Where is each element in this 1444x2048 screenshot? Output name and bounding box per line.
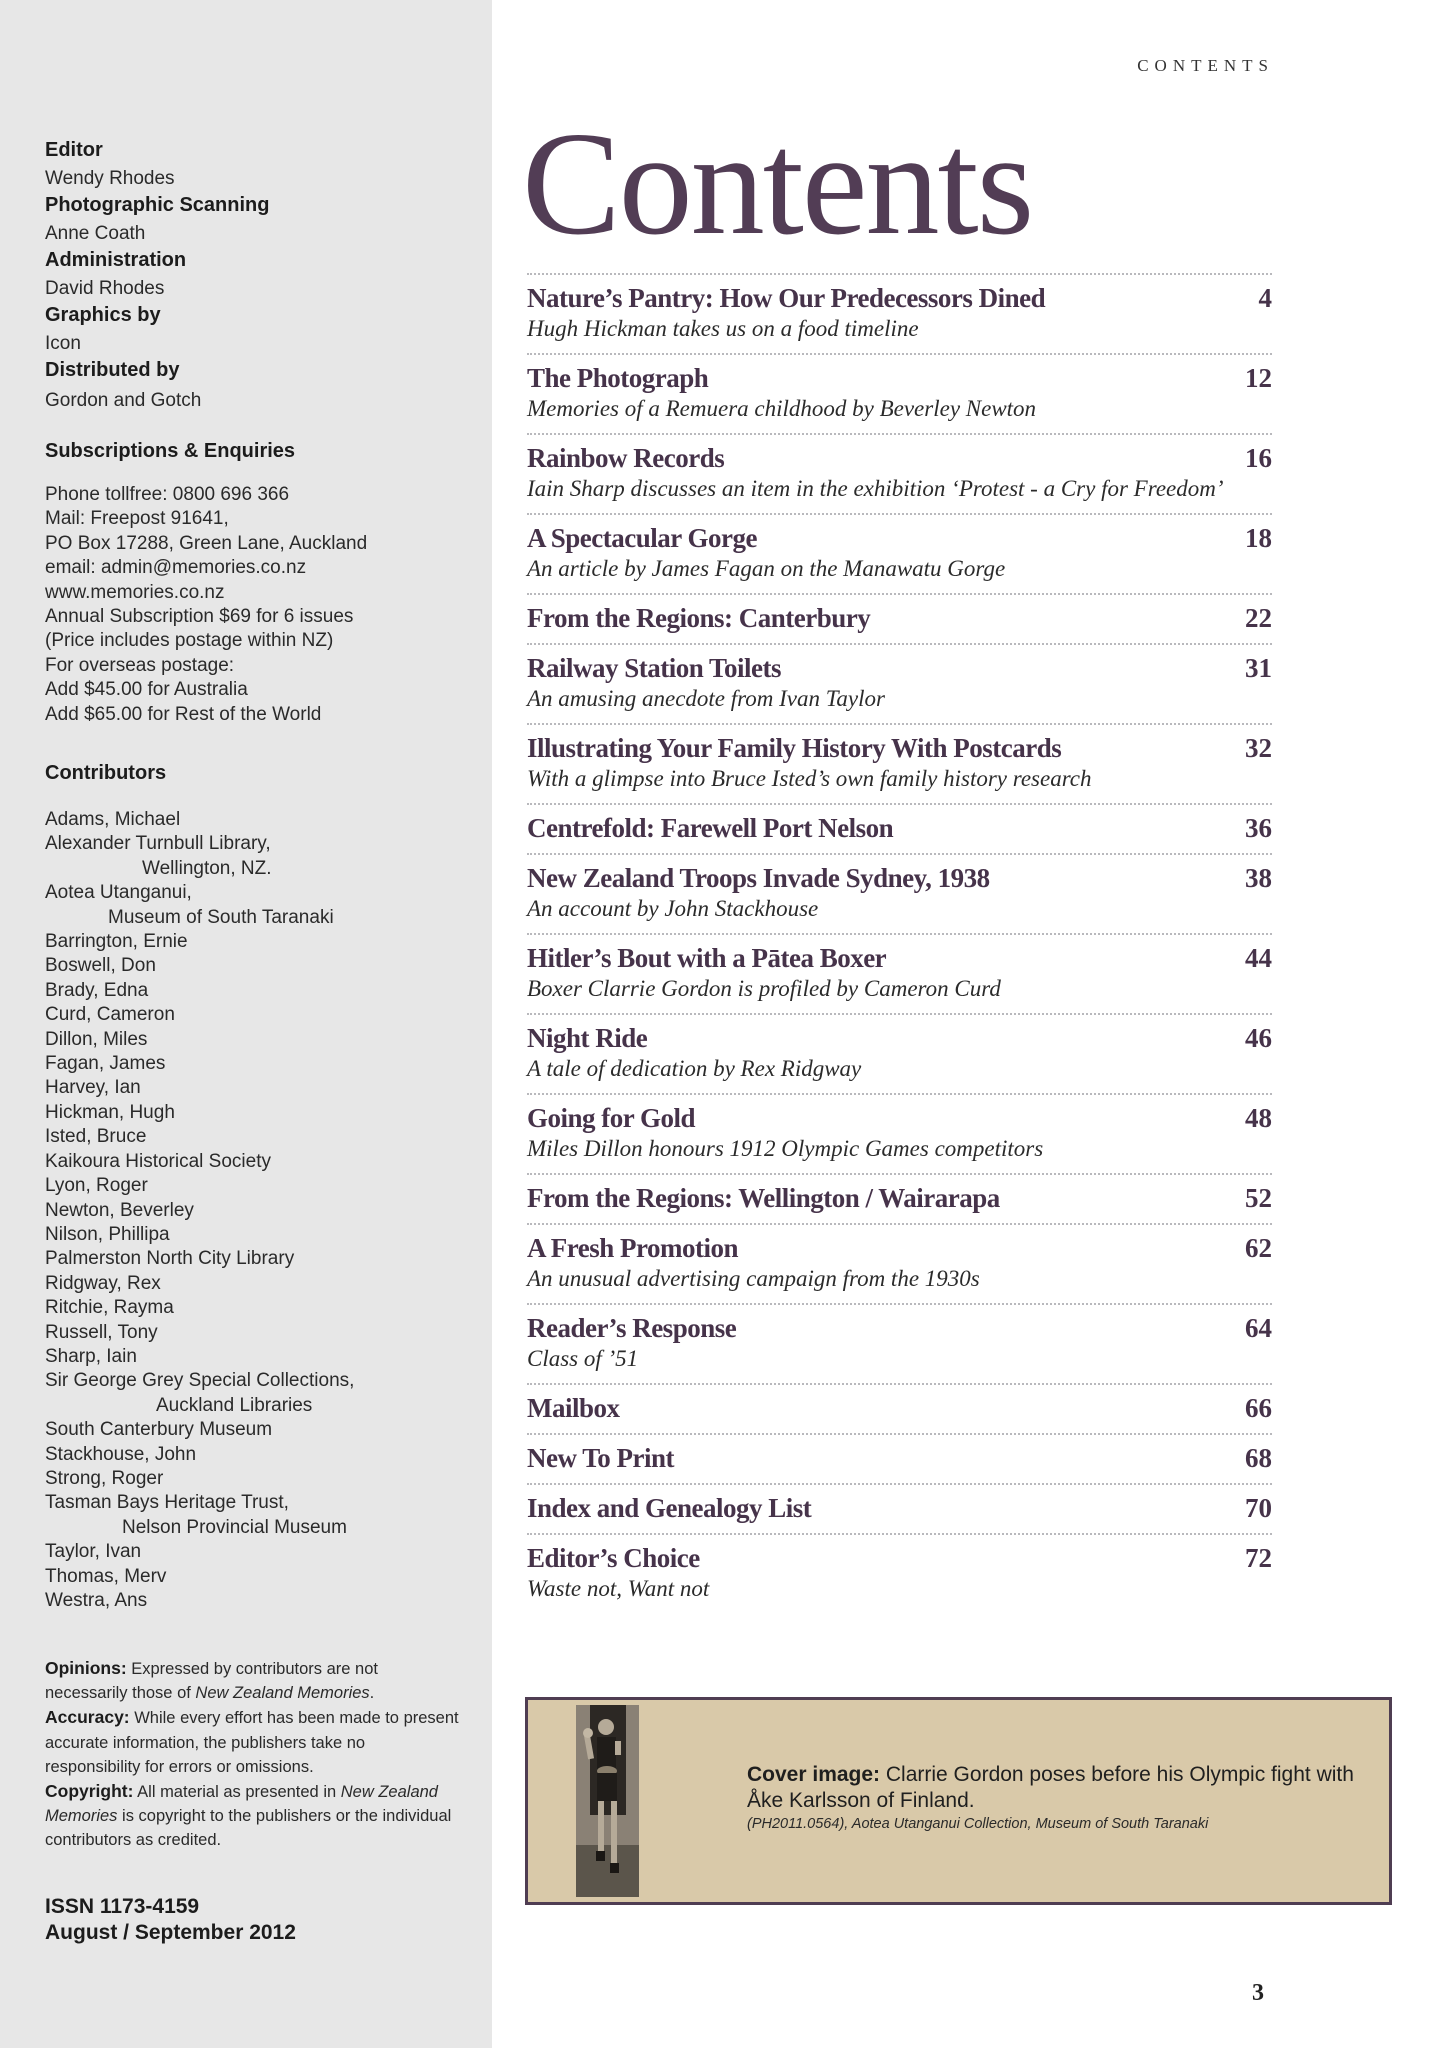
publication-name: New Zealand Memories xyxy=(195,1684,370,1703)
mail-line: Mail: Freepost 91641, xyxy=(45,508,229,530)
toc-entry-subtitle: Memories of a Remuera childhood by Beverley Newton xyxy=(527,396,1037,421)
toc-entry-title[interactable]: A Spectacular Gorge xyxy=(527,523,757,553)
cover-credit: (PH2011.0564), Aotea Utanganui Collection, Museum of South Taranaki xyxy=(747,1816,1209,1832)
credit-photographic-scanning xyxy=(45,192,485,247)
toc-entry[interactable] xyxy=(527,1533,1272,1613)
boxer-photo-icon xyxy=(576,1705,639,1897)
contributor: Westra, Ans xyxy=(45,1590,148,1611)
contributor-continuation: Nelson Provincial Museum xyxy=(122,1516,347,1538)
credit-label: Editor xyxy=(45,139,103,161)
toc-entry[interactable] xyxy=(527,1483,1272,1533)
contributor: Dillon, Miles xyxy=(45,1028,148,1050)
toc-entry-title[interactable]: Railway Station Toilets xyxy=(527,653,782,683)
toc-entry[interactable] xyxy=(527,513,1272,593)
issue-info xyxy=(45,1894,485,1946)
contributor: Kaikoura Historical Society xyxy=(45,1150,271,1172)
toc-entry-subtitle: Iain Sharp discusses an item in the exhibition ‘Protest - a Cry for Freedom’ xyxy=(527,476,1224,501)
running-head: CONTENTS xyxy=(1137,56,1274,75)
toc-entry-page-number[interactable]: 68 xyxy=(1245,1443,1272,1473)
credit-value: David Rhodes xyxy=(45,277,165,299)
toc-entry-page-number[interactable]: 52 xyxy=(1245,1183,1272,1213)
toc-entry-subtitle: Waste not, Want not xyxy=(527,1576,710,1601)
subscriptions-section xyxy=(45,440,485,727)
toc-entry-page-number[interactable]: 66 xyxy=(1245,1393,1272,1423)
toc-entry-page-number[interactable]: 12 xyxy=(1245,363,1272,393)
contributor: Taylor, Ivan xyxy=(45,1541,142,1563)
toc-entry-page-number[interactable]: 36 xyxy=(1245,813,1272,843)
toc-entry-subtitle: Miles Dillon honours 1912 Olympic Games competitors xyxy=(527,1136,1044,1161)
copyright-text-end: is copyright to the publishers or the individual contributors as credited. xyxy=(45,1807,452,1850)
contributor: Nilson, Phillipa xyxy=(45,1223,170,1245)
toc-entry-page-number[interactable]: 16 xyxy=(1245,443,1272,473)
contributor: Hickman, Hugh xyxy=(45,1101,175,1123)
publication-name: New Zealand Memories xyxy=(45,1783,438,1826)
toc-entry-subtitle: An amusing anecdote from Ivan Taylor xyxy=(527,686,885,711)
toc-entry-title[interactable]: From the Regions: Canterbury xyxy=(527,603,871,633)
opinions-notice xyxy=(45,1656,465,1705)
contributor: Sharp, Iain xyxy=(45,1345,137,1367)
toc-entry[interactable] xyxy=(527,433,1272,513)
toc-entry-page-number[interactable]: 18 xyxy=(1245,523,1272,553)
toc-entry-page-number[interactable]: 22 xyxy=(1245,603,1272,633)
toc-entry-subtitle: An unusual advertising campaign from the 1930s xyxy=(527,1266,980,1291)
world-price-line: Add $65.00 for Rest of the World xyxy=(45,703,322,725)
toc-entry-subtitle: An account by John Stackhouse xyxy=(527,896,819,921)
toc-entry[interactable] xyxy=(527,1433,1272,1483)
subscriptions-lines xyxy=(45,483,485,727)
contributor: Brady, Edna xyxy=(45,979,149,1001)
toc-entry[interactable] xyxy=(527,1093,1272,1173)
contributor: Alexander Turnbull Library, xyxy=(45,833,271,855)
contributor: Strong, Roger xyxy=(45,1467,164,1489)
toc-entry[interactable] xyxy=(527,273,1272,353)
po-box-line: PO Box 17288, Green Lane, Auckland xyxy=(45,532,368,554)
opinions-text: Expressed by contributors are not necessarily those of xyxy=(45,1660,378,1703)
email-link[interactable]: email: admin@memories.co.nz xyxy=(45,557,307,579)
contributor: Adams, Michael xyxy=(45,809,181,830)
cover-caption-label: Cover image: xyxy=(747,1763,881,1786)
subscription-price-line: Annual Subscription $69 for 6 issues xyxy=(45,606,354,628)
accuracy-notice xyxy=(45,1705,465,1779)
credit-label: Graphics by xyxy=(45,304,161,326)
cover-image-box xyxy=(525,1697,1392,1905)
subscriptions-heading: Subscriptions & Enquiries xyxy=(45,440,296,462)
issue-date: August / September 2012 xyxy=(45,1921,296,1944)
contributor: Stackhouse, John xyxy=(45,1443,197,1465)
contributor: Ridgway, Rex xyxy=(45,1272,161,1294)
toc-entry-page-number[interactable]: 62 xyxy=(1245,1233,1272,1263)
cover-photo[interactable] xyxy=(576,1705,639,1897)
toc-entry-title[interactable]: Illustrating Your Family History With Postcards xyxy=(527,733,1062,763)
page-number: 3 xyxy=(1252,1980,1264,2006)
toc-entry[interactable] xyxy=(527,643,1272,723)
contributors-list xyxy=(45,808,485,1613)
toc-entry-title[interactable]: Reader’s Response xyxy=(527,1313,737,1343)
credit-value: Wendy Rhodes xyxy=(45,167,175,189)
overseas-heading-line: For overseas postage: xyxy=(45,654,235,676)
credit-editor xyxy=(45,137,485,192)
credit-label: Administration xyxy=(45,249,187,271)
toc-entry-title[interactable]: Going for Gold xyxy=(527,1103,696,1133)
toc-entry[interactable] xyxy=(527,1013,1272,1093)
contributor-continuation: Auckland Libraries xyxy=(156,1394,313,1416)
credit-administration xyxy=(45,247,485,302)
cover-caption xyxy=(747,1762,1367,1814)
toc-entry-title[interactable]: Editor’s Choice xyxy=(527,1543,700,1573)
toc-entry[interactable] xyxy=(527,803,1272,853)
toc-entry-title[interactable]: Hitler’s Bout with a Pātea Boxer xyxy=(527,943,887,973)
price-note-line: (Price includes postage within NZ) xyxy=(45,630,334,652)
toc-entry-page-number[interactable]: 31 xyxy=(1245,653,1272,683)
copyright-label: Copyright: xyxy=(45,1781,134,1802)
toc-entry-page-number[interactable]: 70 xyxy=(1245,1493,1272,1523)
credit-graphics xyxy=(45,302,485,357)
toc-entry[interactable] xyxy=(527,723,1272,803)
toc-entry[interactable] xyxy=(527,1223,1272,1303)
toc-entry-page-number[interactable]: 46 xyxy=(1245,1023,1272,1053)
contributor: Curd, Cameron xyxy=(45,1004,175,1026)
toc-entry-title[interactable]: Rainbow Records xyxy=(527,443,725,473)
copyright-notice xyxy=(45,1779,465,1853)
copyright-text: All material as presented in xyxy=(133,1783,341,1802)
toc-entry-page-number[interactable]: 48 xyxy=(1245,1103,1272,1133)
toc-entry[interactable] xyxy=(527,853,1272,933)
contributor: Palmerston North City Library xyxy=(45,1248,295,1270)
accuracy-label: Accuracy: xyxy=(45,1707,130,1728)
contributor: South Canterbury Museum xyxy=(45,1419,273,1441)
toc-entry-subtitle: With a glimpse into Bruce Isted’s own family history research xyxy=(527,766,1092,791)
contributors-heading: Contributors xyxy=(45,762,167,784)
accuracy-text: While every effort has been made to present accurate information, the publishers take no responsibility for errors or omissions. xyxy=(45,1709,459,1776)
contributor: Tasman Bays Heritage Trust, xyxy=(45,1492,289,1514)
toc-entry-title[interactable]: A Fresh Promotion xyxy=(527,1233,738,1263)
page-title: Contents xyxy=(522,102,1033,266)
toc-entry-page-number[interactable]: 72 xyxy=(1245,1543,1272,1573)
contributor: Ritchie, Rayma xyxy=(45,1297,174,1319)
toc-entry[interactable] xyxy=(527,1383,1272,1433)
table-of-contents xyxy=(527,273,1272,1613)
credit-label: Distributed by xyxy=(45,359,180,381)
contributor-continuation: Museum of South Taranaki xyxy=(108,906,334,928)
opinions-text-end: . xyxy=(369,1684,375,1703)
contributor: Thomas, Merv xyxy=(45,1565,167,1587)
contributor-continuation: Wellington, NZ. xyxy=(142,857,272,879)
toc-entry-title[interactable]: The Photograph xyxy=(527,363,709,393)
toc-entry-title[interactable]: Nature’s Pantry: How Our Predecessors Dined xyxy=(527,283,1046,313)
website-link[interactable]: www.memories.co.nz xyxy=(45,581,225,603)
toc-entry[interactable] xyxy=(527,933,1272,1013)
contributor: Sir George Grey Special Collections, xyxy=(45,1370,355,1392)
issn: ISSN 1173-4159 xyxy=(45,1895,200,1918)
contributor: Fagan, James xyxy=(45,1053,166,1075)
masthead-sidebar xyxy=(0,0,492,2048)
toc-entry-title[interactable]: New Zealand Troops Invade Sydney, 1938 xyxy=(527,863,990,893)
toc-entry[interactable] xyxy=(527,1173,1272,1223)
toc-entry-subtitle: An article by James Fagan on the Manawatu Gorge xyxy=(527,556,1006,581)
toc-entry[interactable] xyxy=(527,1303,1272,1383)
opinions-label: Opinions: xyxy=(45,1658,127,1678)
phone-line: Phone tollfree: 0800 696 366 xyxy=(45,484,290,505)
contributor: Aotea Utanganui, xyxy=(45,882,192,904)
toc-entry-page-number[interactable]: 32 xyxy=(1245,733,1272,763)
cover-caption-text: Clarrie Gordon poses before his Olympic fight with Åke Karlsson of Finland. xyxy=(747,1763,1354,1812)
credit-value: Anne Coath xyxy=(45,222,146,244)
australia-price-line: Add $45.00 for Australia xyxy=(45,679,248,701)
contributor: Barrington, Ernie xyxy=(45,931,188,953)
toc-entry-page-number[interactable]: 44 xyxy=(1245,943,1272,973)
toc-entry-title[interactable]: From the Regions: Wellington / Wairarapa xyxy=(527,1183,1000,1213)
credit-label: Photographic Scanning xyxy=(45,194,270,216)
credit-value: Icon xyxy=(45,332,81,354)
contributors-section xyxy=(45,762,485,1613)
credits-list xyxy=(45,137,485,416)
contributor: Lyon, Roger xyxy=(45,1175,148,1197)
toc-entry-title[interactable]: Mailbox xyxy=(527,1393,620,1423)
toc-entry-page-number[interactable]: 64 xyxy=(1245,1313,1272,1343)
toc-entry-title[interactable]: Night Ride xyxy=(527,1023,648,1053)
contributor: Harvey, Ian xyxy=(45,1077,141,1099)
toc-entry-title[interactable]: New To Print xyxy=(527,1443,675,1473)
contributor: Isted, Bruce xyxy=(45,1126,147,1148)
toc-entry-subtitle: Hugh Hickman takes us on a food timeline xyxy=(527,316,919,341)
toc-entry-title[interactable]: Index and Genealogy List xyxy=(527,1493,812,1523)
credit-value: Gordon and Gotch xyxy=(45,389,202,411)
contributor: Boswell, Don xyxy=(45,955,156,977)
toc-entry-page-number[interactable]: 38 xyxy=(1245,863,1272,893)
toc-entry-page-number[interactable]: 4 xyxy=(1258,283,1272,313)
toc-entry-title[interactable]: Centrefold: Farewell Port Nelson xyxy=(527,813,894,843)
contributor: Russell, Tony xyxy=(45,1321,158,1343)
legal-notice xyxy=(45,1656,465,1853)
toc-entry[interactable] xyxy=(527,353,1272,433)
toc-entry[interactable] xyxy=(527,593,1272,643)
contributor: Newton, Beverley xyxy=(45,1199,194,1221)
toc-entry-subtitle: Class of ’51 xyxy=(527,1346,639,1371)
toc-entry-subtitle: Boxer Clarrie Gordon is profiled by Cameron Curd xyxy=(527,976,1001,1001)
toc-entry-subtitle: A tale of dedication by Rex Ridgway xyxy=(527,1056,862,1081)
credit-distribution xyxy=(45,357,485,416)
